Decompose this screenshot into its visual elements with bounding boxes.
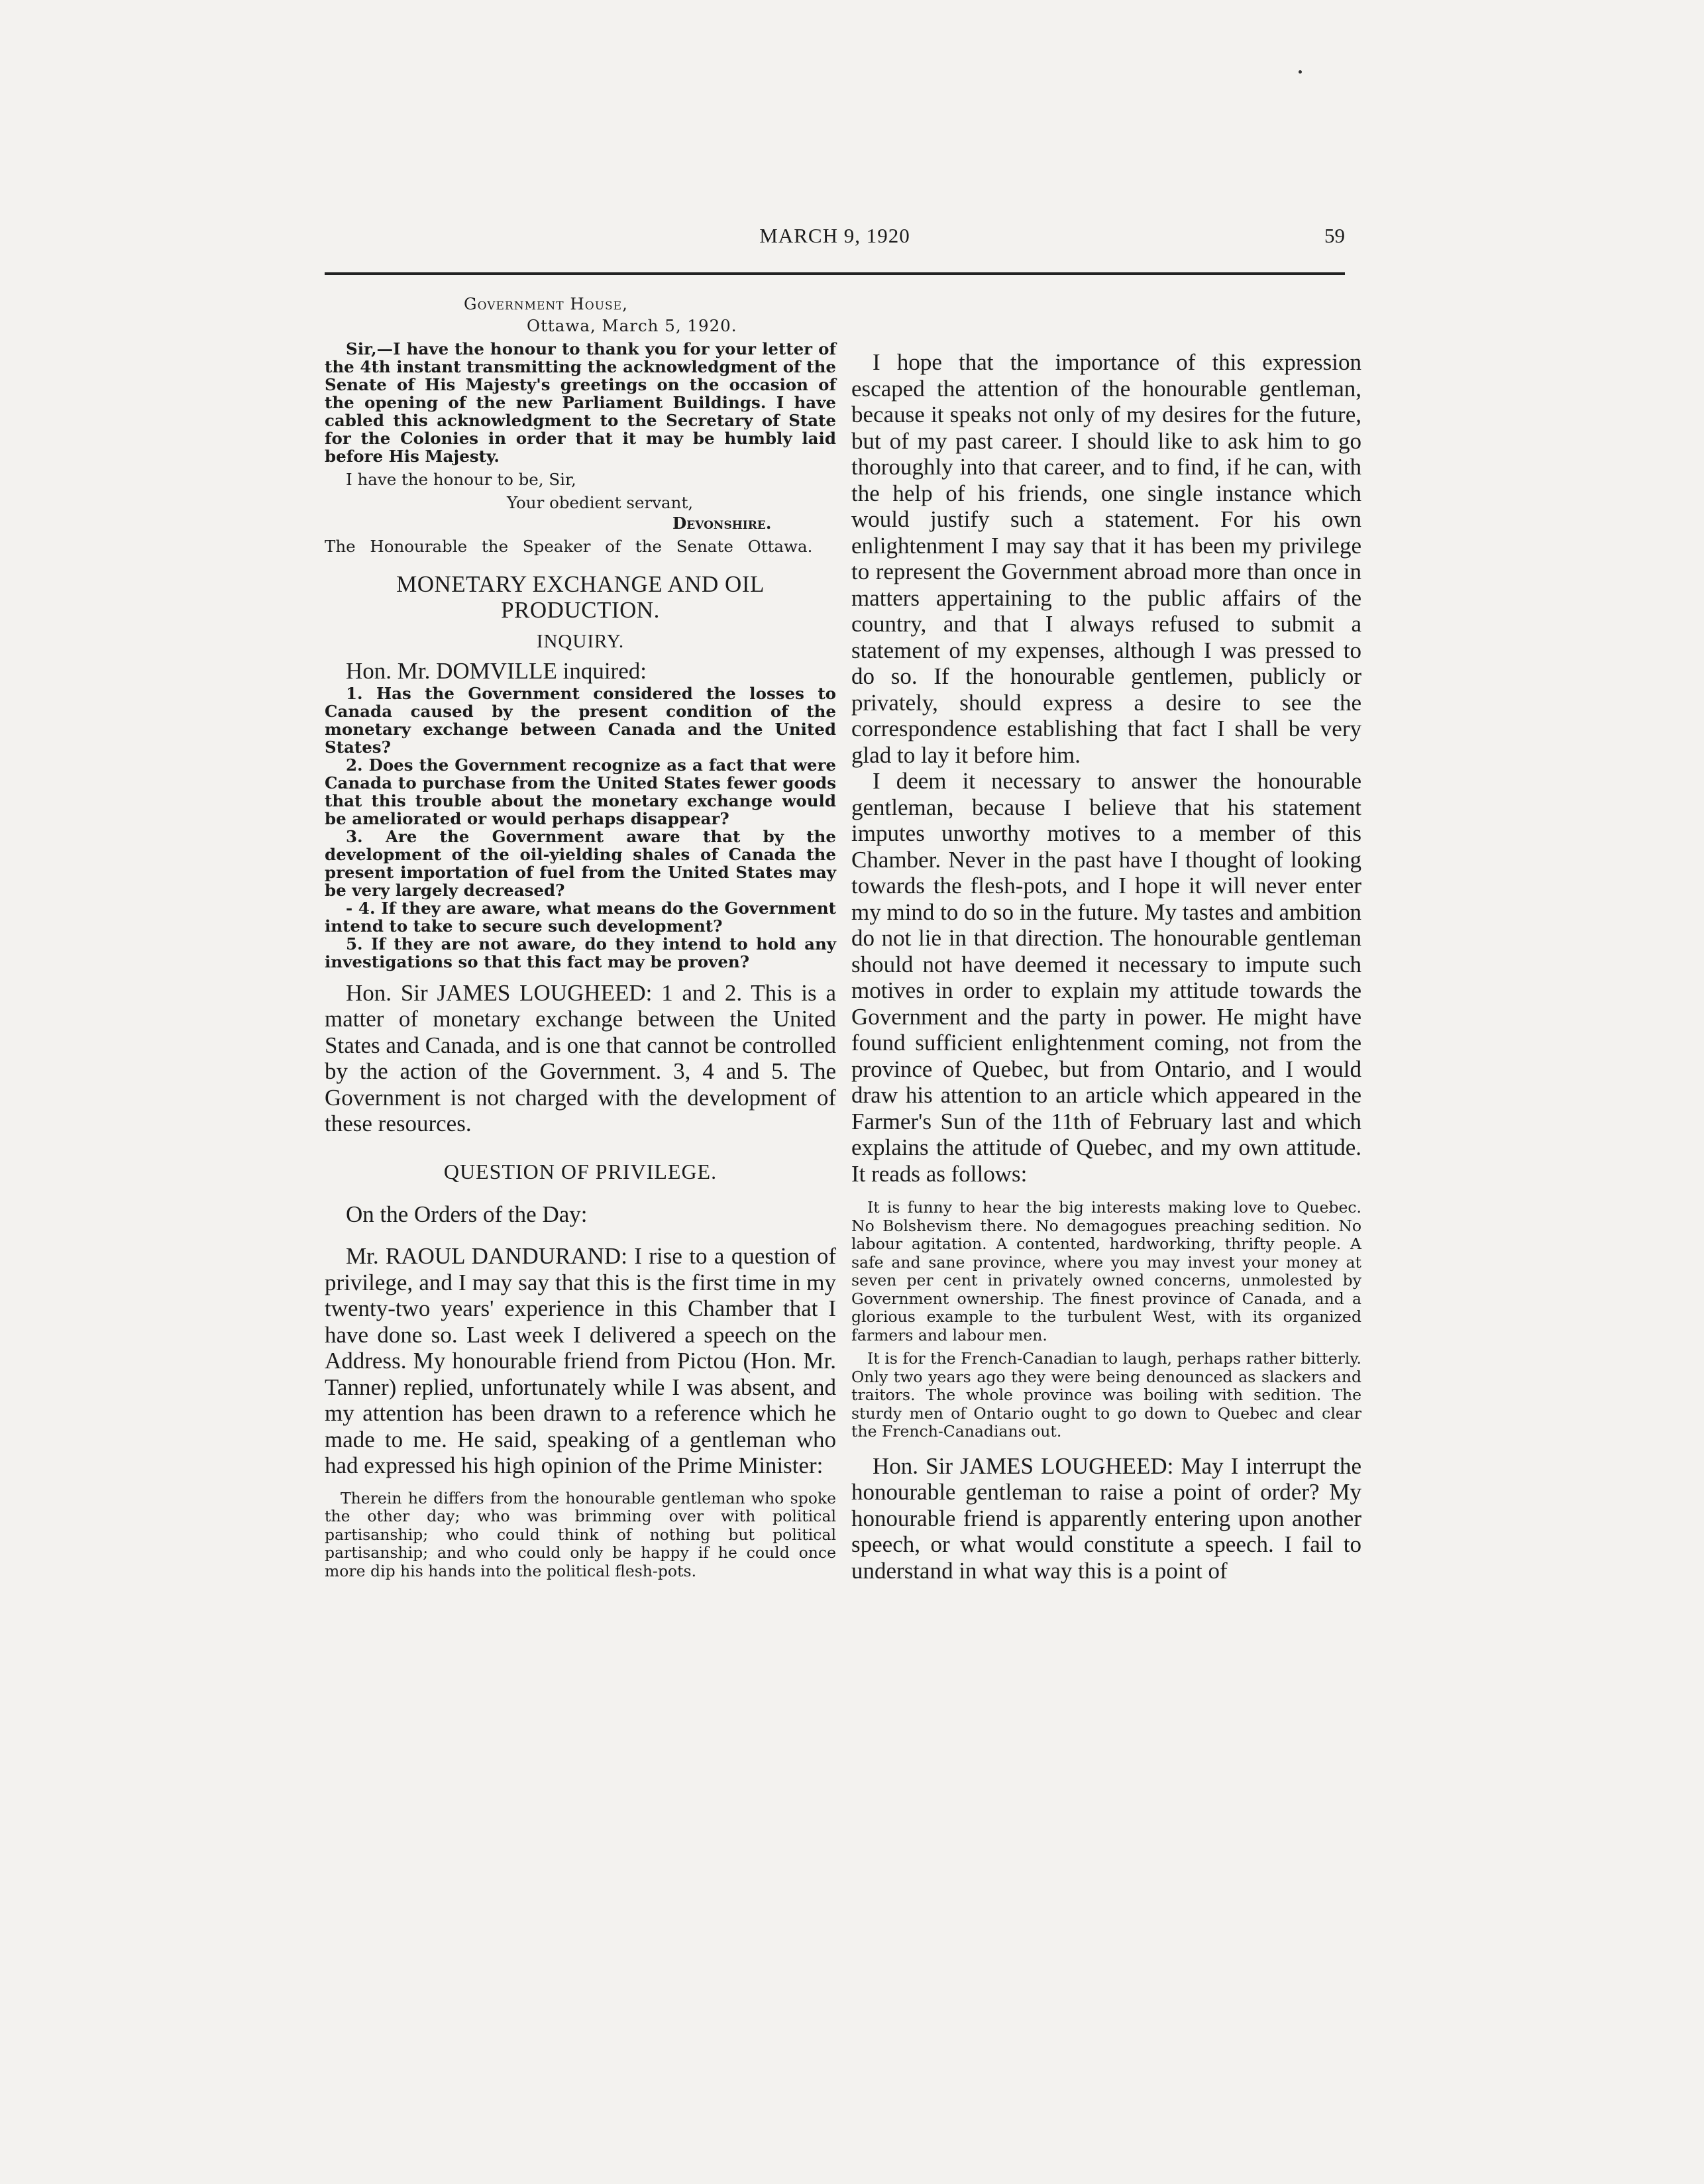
section-title-monetary: MONETARY EXCHANGE AND OIL PRODUCTION.: [396, 571, 765, 623]
paragraph-lougheed: Hon. Sir JAMES LOUGHEED: May I interrupt the honourable gentleman to raise a point of order? My honourable friend is apparently entering upon another speech, or what would constitute a speech. I fail to understand in what way this is a point of: [851, 1452, 1361, 1584]
section-title-privilege: QUESTION OF PRIVILEGE.: [443, 1159, 718, 1183]
answer-lougheed: Hon. Sir JAMES LOUGHEED: 1 and 2. This is a matter of monetary exchange between the United States and Canada, and is one that cannot be controlled by the action of the Government. 3, 4 and 5. The Government is not charged with the development of these resources.: [325, 979, 836, 1136]
stray-mark: [1299, 70, 1302, 74]
left-column: [325, 295, 836, 1580]
paragraph: I hope that the importance of this expression escaped the attention of the honourable gentleman, because it speaks not only of my desires for the future, but of my past career. I should like to ask him to go thoroughly into that career, and to find, if he can, with the help of his friends, one single instance which would justify such a statement. For his own enlightenment I may say that it has been my privilege to represent the Government abroad more than once in matters appertaining to the public affairs of the country, and that I always refused to submit a statement of my expenses, although I was pressed to do so. If the honourable gentlemen, publicly or privately, should express a desire to see the correspondence establishing that fact I shall be very glad to lay it before him.: [851, 349, 1361, 768]
letter-servant: Your obedient servant,: [507, 493, 694, 512]
letter-place-1: Government House,: [464, 294, 628, 313]
header-date: MARCH 9, 1920: [759, 224, 910, 247]
letter-address: The Honourable the Speaker of the Senate Ottawa.: [325, 537, 813, 556]
inquiry-intro: Hon. Mr. DOMVILLE inquired:: [346, 658, 647, 684]
speech-dandurand: Mr. RAOUL DANDURAND: I rise to a question of privilege, and I may say that this is the first time in my twenty-two years' experience in this Chamber that I have done so. Last week I delivered a speech on the Address. My honourable friend from Pictou (Hon. Mr. Tanner) replied, unfortunately while I was absent, and my attention has been drawn to a reference which he made to me. He said, speaking of a gentleman who had expressed his high opinion of the Prime Minister:: [325, 1243, 836, 1478]
letter-place-2: Ottawa, March 5, 1920.: [527, 316, 737, 335]
quote-farmers-sun-2: It is for the French-Canadian to laugh, perhaps rather bitterly. Only two years ago they were being denounced as slackers and traitors. The whole province was boiling with sedition. The sturdy men of Ontario ought to go down to Quebec and clear the French-Canadians out.: [851, 1349, 1361, 1441]
letter-signature: Devonshire.: [672, 514, 772, 533]
quote-tanner: Therein he differs from the honourable gentleman who spoke the other day; who was brimming over with political partisanship; who could think of nothing but political partisanship; and who could only be happy if he could once more dip his hands into the political flesh-pots.: [325, 1488, 836, 1580]
quote-farmers-sun: It is funny to hear the big interests making love to Quebec. No Bolshevism there. No demagogues preaching sedition. No labour agitation. A contented, hardworking, thrifty people. A safe and sane province, where you may invest your money at seven per cent in privately owned concerns, unmolested by Government ownership. The finest province of Canada, and a glorious example to the turbulent West, with its organized farmers and labour men.: [851, 1198, 1361, 1344]
question-item: 5. If they are not aware, do they intend to hold any investigations so that this fact may be proven?: [325, 934, 836, 971]
orders-of-day: On the Orders of the Day:: [346, 1201, 588, 1227]
right-column: [851, 295, 1361, 1584]
page-number: 59: [1324, 224, 1345, 247]
question-item: 1. Has the Government considered the losses to Canada caused by the present condition of the monetary exchange between Canada and the United States?: [325, 683, 836, 757]
question-item: 3. Are the Government aware that by the development of the oil-yielding shales of Canada the present importation of fuel from the United States may be very largely decreased?: [325, 826, 836, 900]
question-item: - 4. If they are aware, what means do the Government intend to take to secure such development?: [325, 898, 836, 936]
section-subtitle-inquiry: INQUIRY.: [536, 631, 625, 652]
letter-closing: I have the honour to be, Sir,: [346, 470, 576, 489]
header-rule: [325, 272, 1345, 275]
page-header: [325, 224, 1345, 270]
paragraph: I deem it necessary to answer the honourable gentleman, because I believe that his statement imputes unworthy motives to a member of this Chamber. Never in the past have I thought of looking towards the flesh-pots, and I hope it will never enter my mind to do so in the future. My tastes and ambition do not lie in that direction. The honourable gentleman should not have deemed it necessary to impute such motives in order to explain my attitude towards the Government and the party in power. He might have found sufficient enlightenment coming, not from the province of Quebec, but from Ontario, and I would draw his attention to an article which appeared in the Farmer's Sun of the 11th of February last and which explains the attitude of Quebec, and my own attitude. It reads as follows:: [851, 768, 1361, 1187]
question-item: 2. Does the Government recognize as a fact that were Canada to purchase from the United States fewer goods that this trouble about the monetary exchange would be ameliorated or would perhaps disappear?: [325, 755, 836, 828]
letter-body: Sir,—I have the honour to thank you for your letter of the 4th instant transmitting the acknowledgment of the Senate of His Majesty's greetings on the occasion of the opening of the new Parliament Buildings. I have cabled this acknowledgment to the Secretary of State for the Colonies in order that it may be humbly laid before His Majesty.: [325, 339, 836, 466]
